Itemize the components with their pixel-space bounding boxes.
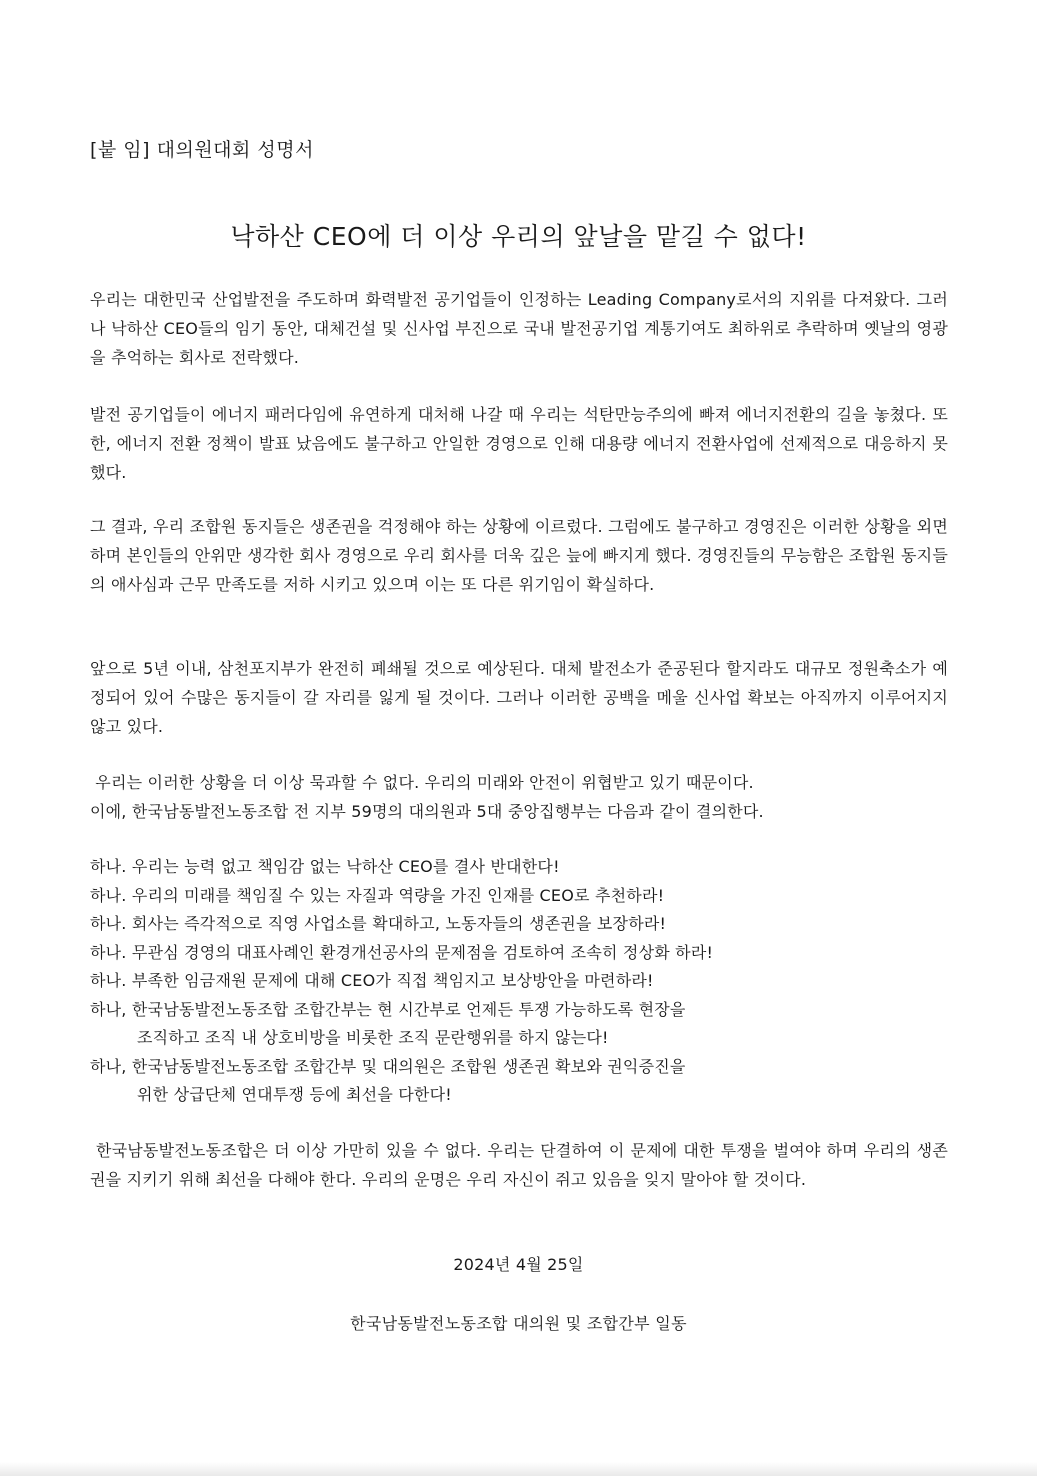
resolution-text: 우리는 능력 없고 책임감 없는 낙하산 CEO를 결사 반대한다! <box>131 857 560 876</box>
resolution-prefix: 하나. <box>90 942 132 962</box>
page-bottom-edge <box>0 1462 1037 1476</box>
document-date: 2024년 4월 25일 <box>453 1255 584 1274</box>
resolution-prefix: 하나. <box>90 885 132 905</box>
resolution-item <box>90 967 970 996</box>
paragraph-text: 우리는 대한민국 산업발전을 주도하며 화력발전 공기업들이 인정하는 Leading Company로서의 지위를 다져왔다. 그러나 낙하산 CEO들의 임기 동안, 대체건설 및 신사업 부진으로 국내 발전공기업 계통기여도 최하위로 추락하며 옛날의 영광을 추억하는 회사로 전락했다. <box>90 290 948 367</box>
resolution-prefix: 하나. <box>90 971 132 990</box>
resolutions-list <box>90 853 970 1110</box>
paragraph-3 <box>90 512 948 599</box>
attachment-label: [붙 임] 대의원대회 성명서 <box>90 139 314 161</box>
resolution-prefix: 하나. <box>90 857 132 876</box>
resolution-prefix: 하나, <box>90 1056 132 1076</box>
resolution-prefix: 하나. <box>90 914 132 933</box>
paragraph-text: 한국남동발전노동조합은 더 이상 가만히 있을 수 없다. 우리는 단결하여 이 문제에 대한 투쟁을 벌여야 하며 우리의 생존권을 지키기 위해 최선을 다해야 한다. 우리의 운명은 우리 자신이 쥐고 있음을 잊지 말아야 할 것이다. <box>90 1141 948 1189</box>
resolution-text-continued: 조직하고 조직 내 상호비방을 비롯한 조직 문란행위를 하지 않는다! <box>137 1028 609 1047</box>
document-title: 낙하산 CEO에 더 이상 우리의 앞날을 맡길 수 없다! <box>230 222 807 251</box>
resolution-text: 무관심 경영의 대표사례인 환경개선공사의 문제점을 검토하여 조속히 정상화 하라! <box>131 942 714 962</box>
paragraph-line: 우리는 이러한 상황을 더 이상 묵과할 수 없다. 우리의 미래와 안전이 위협받고 있기 때문이다. <box>90 773 754 792</box>
resolution-text: 한국남동발전노동조합 조합간부는 현 시간부로 언제든 투쟁 가능하도록 현장을 <box>131 999 686 1019</box>
resolution-item <box>90 853 970 882</box>
signature-line: 한국남동발전노동조합 대의원 및 조합간부 일동 <box>350 1314 687 1333</box>
resolution-text: 우리의 미래를 책임질 수 있는 자질과 역량을 가진 인재를 CEO로 추천하라! <box>131 885 665 905</box>
paragraph-1 <box>90 285 948 372</box>
paragraph-2 <box>90 400 948 487</box>
paragraph-text: 앞으로 5년 이내, 삼천포지부가 완전히 폐쇄될 것으로 예상된다. 대체 발전소가 준공된다 할지라도 대규모 정원축소가 예정되어 있어 수많은 동지들이 갈 자리를 잃게 될 것이다. 그러나 이러한 공백을 메울 신사업 확보는 아직까지 이루어지지 않고 있다. <box>90 659 948 736</box>
paragraph-text: 발전 공기업들이 에너지 패러다임에 유연하게 대처해 나갈 때 우리는 석탄만능주의에 빠져 에너지전환의 길을 놓쳤다. 또한, 에너지 전환 정책이 발표 났음에도 불구하고 안일한 경영으로 인해 대용량 에너지 전환사업에 선제적으로 대응하지 못했다. <box>90 405 948 482</box>
closing-paragraph <box>90 1136 948 1194</box>
paragraph-line: 이에, 한국남동발전노동조합 전 지부 59명의 대의원과 5대 중앙집행부는 다음과 같이 결의한다. <box>90 802 764 821</box>
resolution-item <box>90 910 970 939</box>
resolution-prefix: 하나, <box>90 999 132 1019</box>
resolution-text: 부족한 임금재원 문제에 대해 CEO가 직접 책임지고 보상방안을 마련하라! <box>131 971 654 990</box>
resolution-text: 회사는 즉각적으로 직영 사업소를 확대하고, 노동자들의 생존권을 보장하라! <box>131 914 667 933</box>
paragraph-5 <box>90 768 948 826</box>
resolution-text: 한국남동발전노동조합 조합간부 및 대의원은 조합원 생존권 확보와 권익증진을 <box>131 1056 686 1076</box>
paragraph-4 <box>90 654 948 741</box>
resolution-item <box>90 1053 970 1110</box>
resolution-text-continued: 위한 상급단체 연대투쟁 등에 최선을 다한다! <box>137 1085 452 1104</box>
paragraph-text: 그 결과, 우리 조합원 동지들은 생존권을 걱정해야 하는 상황에 이르렀다. 그럼에도 불구하고 경영진은 이러한 상황을 외면하며 본인들의 안위만 생각한 회사 경영으로 우리 회사를 더욱 깊은 늪에 빠지게 했다. 경영진들의 무능함은 조합원 동지들의 애사심과 근무 만족도를 저하 시키고 있으며 이는 또 다른 위기임이 확실하다. <box>90 517 948 594</box>
resolution-item <box>90 996 970 1053</box>
resolution-item <box>90 939 970 968</box>
resolution-item <box>90 882 970 911</box>
